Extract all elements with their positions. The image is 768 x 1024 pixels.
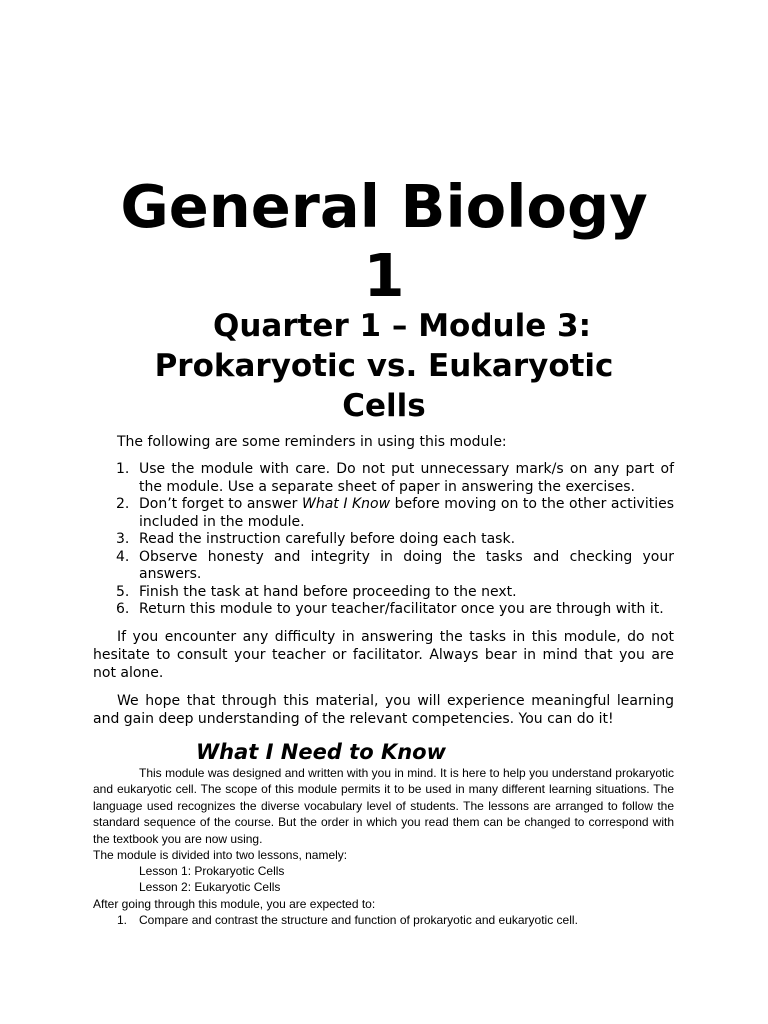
reminder-item [93, 461, 674, 496]
objective-number: 1. [117, 913, 128, 927]
objective-item [93, 912, 674, 928]
lesson-item: Lesson 1: Prokaryotic Cells [139, 864, 285, 878]
reminder-text-post: before moving on to the other activities included in the module. [139, 496, 675, 530]
reminder-number: 6. [116, 601, 130, 617]
reminder-emphasis: What I Know [301, 496, 391, 512]
section-heading: What I Need to Know [196, 740, 446, 764]
module-subtitle [90, 306, 678, 426]
page-title: General Biology 1 [120, 172, 648, 310]
section-paragraph: This module was designed and written with you in mind. It is here to help you understand prokaryotic and eukaryotic cell. The scope of this module permits it to be used in many different learning situations. The language used recognizes the diverse vocabulary level of students. The lessons are arranged to follow the standard sequence of the course. But the order in which you read them can be changed to correspond with the textbook you are now using. [93, 766, 674, 846]
reminder-item [93, 496, 674, 531]
reminder-text: Read the instruction carefully before doing each task. [139, 531, 516, 547]
reminder-number: 3. [116, 531, 130, 547]
reminder-number: 5. [116, 583, 130, 600]
subtitle-line-3: Cells [342, 388, 426, 424]
reminders-intro: The following are some reminders in using this module: [117, 434, 507, 450]
reminder-number: 2. [116, 496, 130, 512]
objective-text: Compare and contrast the structure and function of prokaryotic and eukaryotic cell. [139, 913, 578, 927]
hope-paragraph: We hope that through this material, you will experience meaningful learning and gain deep understanding of the relevant competencies. You can do it! [93, 693, 674, 727]
reminder-text-pre: Don’t forget to answer [139, 496, 302, 512]
reminder-text: Return this module to your teacher/facilitator once you are through with it. [139, 601, 664, 617]
difficulty-paragraph: If you encounter any difficulty in answering the tasks in this module, do not hesitate to consult your teacher or facilitator. Always bear in mind that you are not alone. [93, 629, 674, 681]
reminder-number: 4. [116, 548, 130, 565]
objectives-intro: After going through this module, you are expected to: [93, 897, 376, 911]
lessons-intro: The module is divided into two lessons, namely: [93, 848, 348, 862]
reminder-text: Finish the task at hand before proceeding to the next. [139, 583, 517, 600]
reminders-list [93, 461, 674, 619]
reminder-text: Use the module with care. Do not put unnecessary mark/s on any part of the module. Use a separate sheet of paper in answering the exercises. [139, 461, 674, 495]
reminder-item [93, 549, 674, 584]
reminder-item [93, 584, 674, 602]
lesson-item: Lesson 2: Eukaryotic Cells [139, 880, 281, 894]
reminder-text: Observe honesty and integrity in doing the tasks and checking your answers. [139, 548, 674, 582]
subtitle-line-2: Prokaryotic vs. Eukaryotic [154, 348, 614, 384]
subtitle-line-1: Quarter 1 – Module 3: [212, 308, 592, 344]
reminder-item [93, 601, 674, 619]
reminder-number: 1. [116, 461, 130, 477]
reminder-item [93, 531, 674, 549]
